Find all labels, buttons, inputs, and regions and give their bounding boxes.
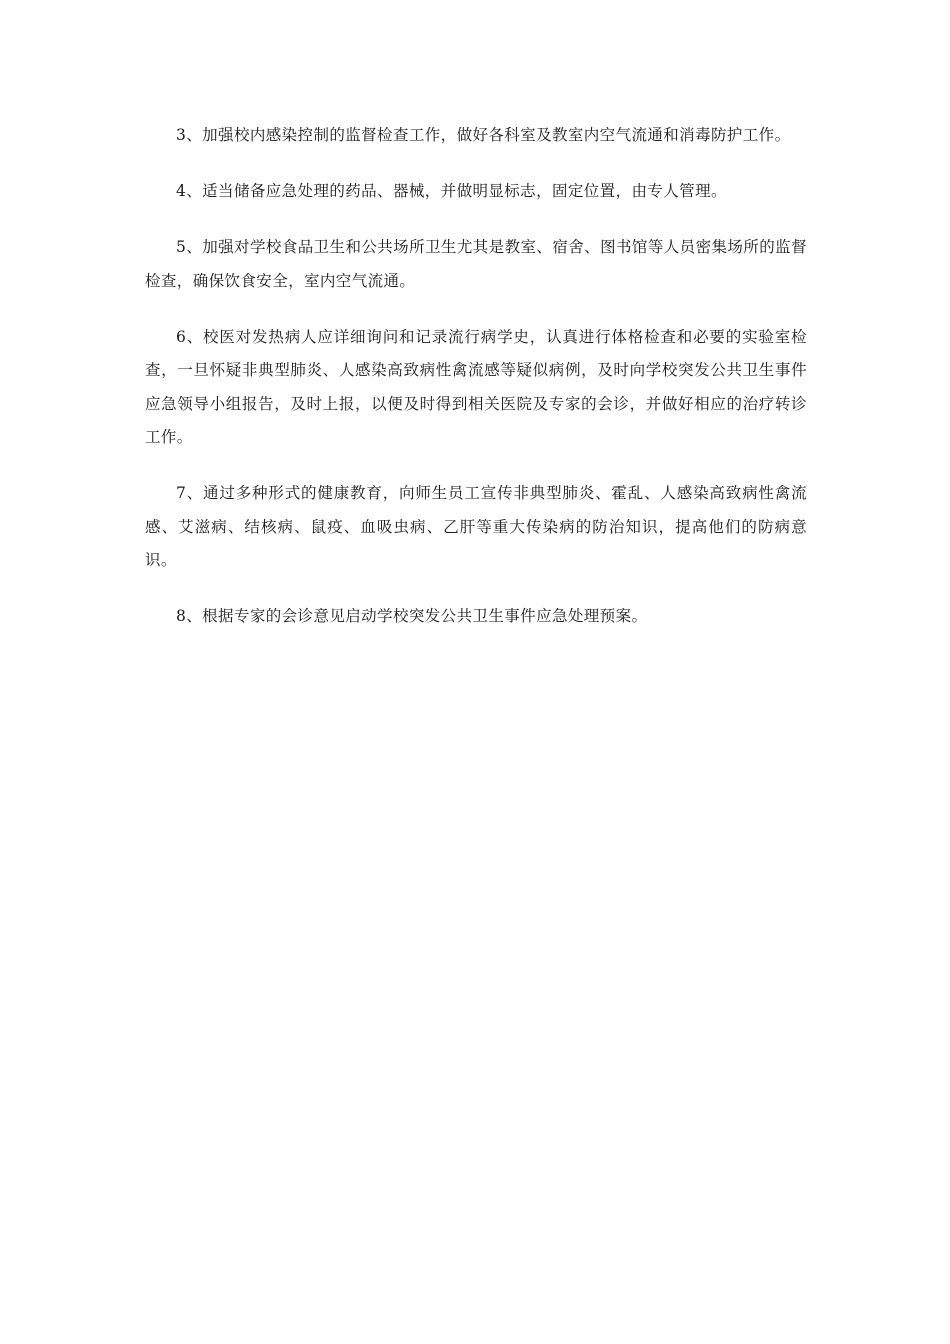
paragraph-item-6: 6、校医对发热病人应详细询问和记录流行病学史，认真进行体格检查和必要的实验室检查，一旦怀疑非典型肺炎、人感染高致病性禽流感等疑似病例，及时向学校突发公共卫生事件应急领导小组报告，及时上报，以便及时得到相关医院及专家的会诊，并做好相应的治疗转诊工作。	[145, 327, 807, 446]
paragraph-item-8: 8、根据专家的会诊意见启动学校突发公共卫生事件应急处理预案。	[176, 607, 648, 625]
paragraph-item-4: 4、适当储备应急处理的药品、器械，并做明显标志，固定位置，由专人管理。	[176, 182, 727, 200]
paragraph-item-3: 3、加强校内感染控制的监督检查工作，做好各科室及教室内空气流通和消毒防护工作。	[176, 126, 791, 144]
paragraph-item-7: 7、通过多种形式的健康教育，向师生员工宣传非典型肺炎、霍乱、人感染高致病性禽流感、艾滋病、结核病、鼠疫、血吸虫病、乙肝等重大传染病的防治知识，提高他们的防病意识。	[145, 484, 807, 569]
document-body	[145, 119, 807, 634]
paragraph-item-5: 5、加强对学校食品卫生和公共场所卫生尤其是教室、宿舍、图书馆等人员密集场所的监督检查，确保饮食安全，室内空气流通。	[145, 238, 807, 290]
